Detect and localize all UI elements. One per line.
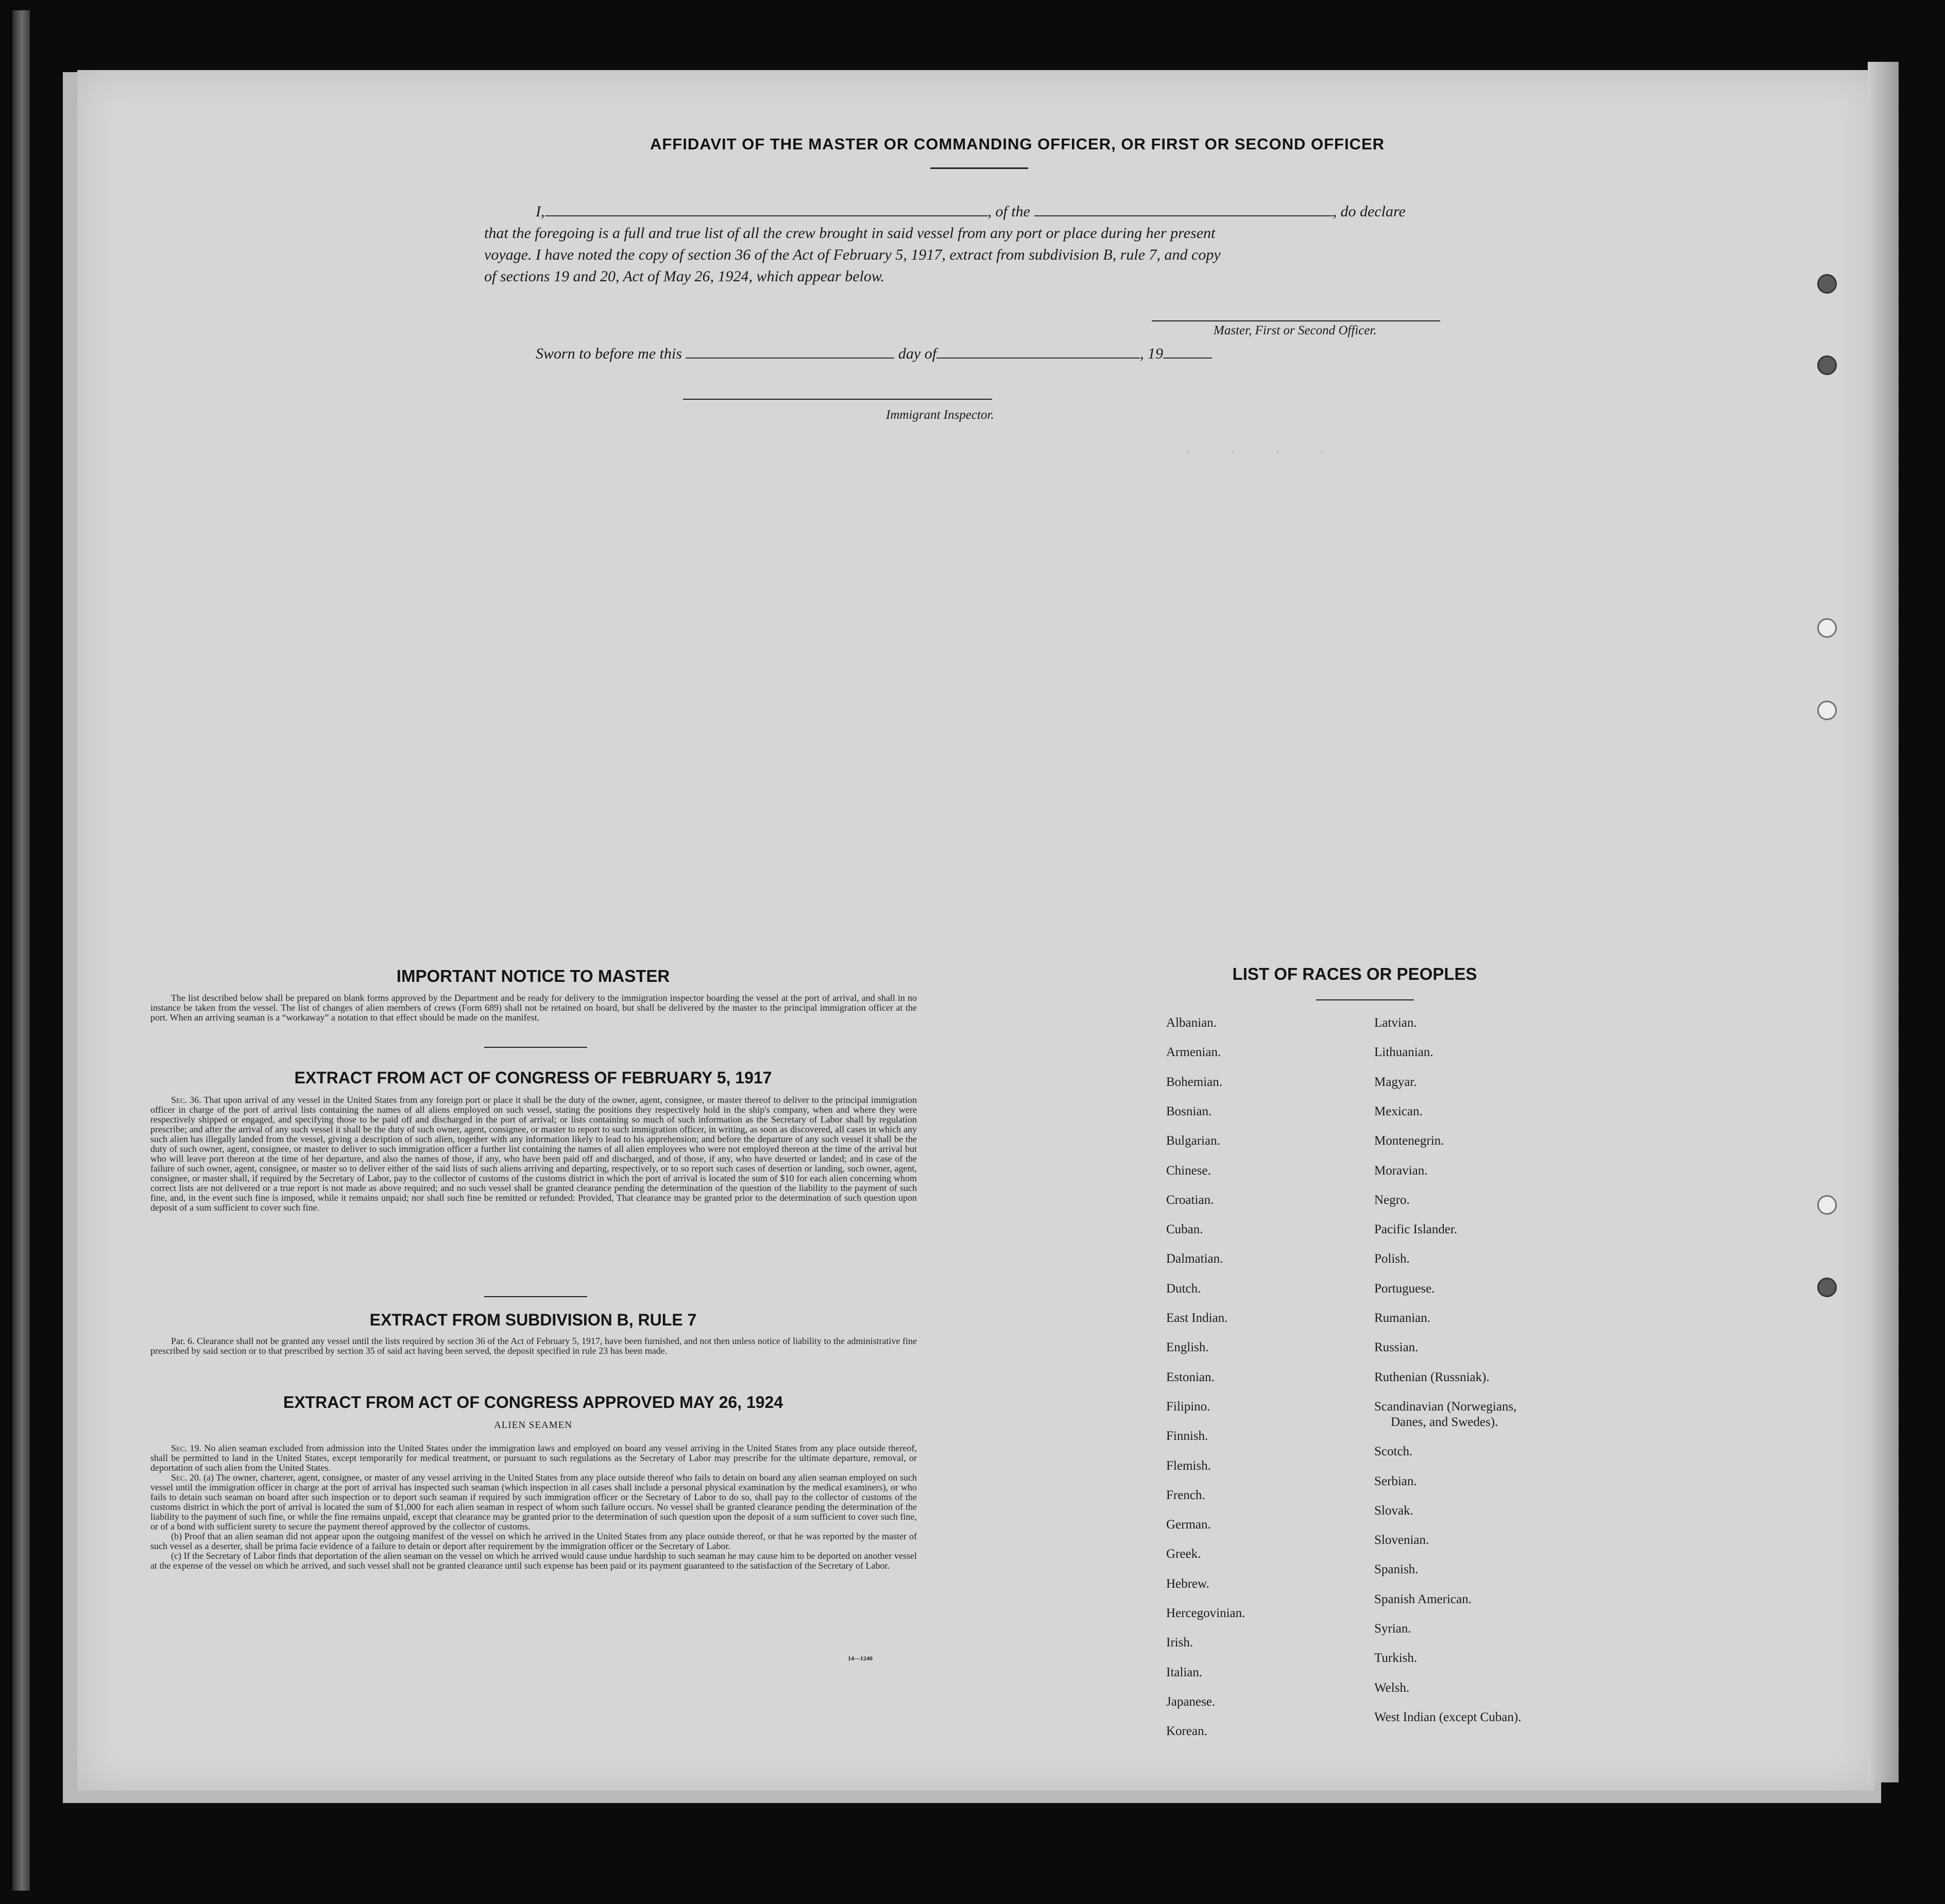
race-item: Hercegovinian. (1166, 1606, 1246, 1620)
extract-1924-body: Sec. 19. No alien seaman excluded from admission into the United States under the immigration laws and employed on board any vessel arriving in the United States from any place outside thereof, shall be permitted to land in the United States, except temporarily for medical treatment, or pursuant to such regulations as the Secretary of Labor may prescribe for the ultimate departure, removal, or deportation of such alien from the United States. Sec. 20. (a) The owner, charterer, agent, consignee, or master of any vessel arriving in the United States from any place outside thereof who fails to detain on board any alien seaman employed on such vessel until the immigration officer in charge at the port of arrival has inspected such seaman (which inspection in all cases shall include a personal physical examination by the medical examiners), or who fails to detain such seaman on board after such inspection or to deport such seaman if required by such immigration officer or the Secretary of Labor to do so, shall pay to the collector of customs of the customs district in which the port of arrival is located the sum of $1,000 for each alien seaman in respect of whom such failure occurs. No vessel shall be granted clearance pending the determination of the liability to the payment of such fine, or while the fine remains unpaid, except that clearance may be granted prior to the determination of such question upon the deposit of a sum sufficient to cover such fine, or of a bond with sufficient surety to secure the payment thereof approved by the collector of customs. (b) Proof that an alien seaman did not appear upon the outgoing manifest of the vessel on which he arrived in the United States from any place outside thereof, or that he was reported by the master of such vessel as a deserter, shall be prima facie evidence of a failure to detain or deport after requirement by the immigration officer or the Secretary of Labor. (c) If the Secretary of Labor finds that deportation of the alien seaman on the vessel on which he arrived would cause undue hardship to such seaman he may cause him to be deported on another vessel at the expense of the vessel on which he arrived, and such vessel shall not be granted clearance until such expense has been paid or its payment guaranteed to the satisfaction of the Secretary of Labor. (150, 1443, 917, 1571)
race-item: Armenian. (1166, 1045, 1221, 1059)
race-item: Dalmatian. (1166, 1252, 1223, 1266)
race-item: Portuguese. (1374, 1282, 1435, 1296)
inspector-signature-line[interactable] (683, 399, 992, 400)
race-item: Irish. (1166, 1636, 1193, 1650)
race-item: Chinese. (1166, 1164, 1211, 1178)
race-item: Bulgarian. (1166, 1134, 1220, 1148)
race-item: Filipino. (1166, 1400, 1210, 1414)
race-item: Latvian. (1374, 1016, 1417, 1030)
name-blank[interactable] (545, 215, 988, 216)
affidavit-line-4: of sections 19 and 20, Act of May 26, 1924, which appear below. (484, 268, 885, 285)
race-item: East Indian. (1166, 1311, 1228, 1325)
race-item: Slovenian. (1374, 1533, 1429, 1547)
punch-hole (1817, 1278, 1837, 1297)
race-item: Hebrew. (1166, 1577, 1209, 1591)
master-signature-line[interactable] (1152, 320, 1440, 321)
form-number: 14—1240 (848, 1655, 873, 1662)
race-item: Croatian. (1166, 1193, 1214, 1207)
race-item: Welsh. (1374, 1681, 1410, 1695)
race-item: Russian. (1374, 1340, 1419, 1354)
race-item: Dutch. (1166, 1282, 1201, 1296)
race-item: Flemish. (1166, 1459, 1211, 1473)
page-edge-left (12, 10, 30, 1891)
extract-1917-body: Sec. 36. That upon arrival of any vessel in the United States from any foreign port or place it shall be the duty of the owner, agent, consignee, or master thereof to deliver to the principal immigration officer in charge of the port of arrival lists containing the names of all aliens employed on such vessel, stating the positions they respectively hold in the ship's company, when and where they were respectively shipped or engaged, and specifying those to be paid off and discharged in the port of arrival; or lists containing so much of such information as the Secretary of Labor shall by regulation prescribe; and after the arrival of any such vessel it shall be the duty of such owner, agent, consignee, or master to report to such immigration officer, in writing, as soon as discovered, all cases in which any such alien has illegally landed from the vessel, giving a description of such alien, together with any information likely to lead to his apprehension; and before the departure of any such vessel it shall be the duty of such owner, agent, consignee, or master to deliver to such immigration officer a further list containing the names of all alien employees who were not employed thereon at the time of the arrival but who will leave port thereon at the time of her departure, and also the names of those, if any, who have been paid off and discharged, and of those, if any, who have deserted or landed; and in case of the failure of such owner, agent, consignee, or master so to deliver either of the said lists of such aliens arriving and departing, respectively, or to so report such cases of desertion or landing, such owner, agent, consignee, or master shall, if required by the Secretary of Labor, pay to the collector of customs of the customs district in which the port of arrival is located the sum of $10 for each alien concerning whom correct lists are not delivered or a true report is not made as above required; and no such vessel shall be granted clearance pending the determination of the question of the liability to the payment of such fine, and, in the event such fine is imposed, while it remains unpaid; nor shall such fine be remitted or refunded: Provided, That clearance may be granted prior to the determination of such question upon deposit of a sum sufficient to cover such fine. (150, 1095, 917, 1213)
race-item: Turkish. (1374, 1651, 1418, 1665)
punch-hole (1817, 274, 1837, 294)
affidavit-line-1: I, , of the , do declare (536, 203, 1406, 220)
punch-hole (1817, 355, 1837, 375)
race-item: Lithuanian. (1374, 1045, 1434, 1059)
sworn-date-blank[interactable] (686, 358, 894, 359)
bleed-through-marks: . . . . (1185, 443, 1326, 457)
extract-rule7-body: Par. 6. Clearance shall not be granted any vessel until the lists required by section 36 of the Act of February 5, 1917, have been furnished, and not then unless notice of liability to the administrative fine prescribed by said section or to that prescribed by section 35 of said act having been served, the deposit specified in rule 23 has been made. (150, 1336, 917, 1356)
race-item: Finnish. (1166, 1429, 1208, 1443)
punch-hole (1817, 1195, 1837, 1215)
race-item: Moravian. (1374, 1164, 1428, 1178)
race-item: Rumanian. (1374, 1311, 1431, 1325)
race-item: Ruthenian (Russniak). (1374, 1370, 1490, 1384)
race-item: Scotch. (1374, 1444, 1413, 1458)
race-item: Polish. (1374, 1252, 1410, 1266)
inspector-caption: Immigrant Inspector. (886, 408, 994, 422)
race-item: Bosnian. (1166, 1104, 1212, 1118)
race-item: English. (1166, 1340, 1209, 1354)
sworn-month-blank[interactable] (936, 358, 1140, 359)
extract-1924-subtitle: ALIEN SEAMEN (494, 1420, 572, 1431)
extract-1924-title: EXTRACT FROM ACT OF CONGRESS APPROVED MAY 26, 1924 (283, 1393, 783, 1412)
notice-title: IMPORTANT NOTICE TO MASTER (396, 966, 670, 985)
race-item: Syrian. (1374, 1622, 1411, 1636)
extract-rule7-title: EXTRACT FROM SUBDIVISION B, RULE 7 (369, 1311, 697, 1329)
race-item: Mexican. (1374, 1104, 1423, 1118)
race-item: Serbian. (1374, 1474, 1417, 1488)
extract-1917-title: EXTRACT FROM ACT OF CONGRESS OF FEBRUARY 5, 1917 (294, 1068, 772, 1087)
race-item: Spanish. (1374, 1562, 1419, 1576)
race-item: Scandinavian (Norwegians, (1374, 1400, 1517, 1414)
race-item: Albanian. (1166, 1016, 1217, 1030)
sworn-line: Sworn to before me this day of , 19 (536, 343, 1212, 365)
affidavit-line-3: voyage. I have noted the copy of section 36 of the Act of February 5, 1917, extract from subdivision B, rule 7, and copy (484, 246, 1221, 263)
notice-body: The list described below shall be prepared on blank forms approved by the Department and be ready for delivery to the immigration inspector boarding the vessel at the port of arrival, and shall in no instance be taken from the vessel. The list of changes of alien members of crews (Form 689) shall not be retained on board, but shall be delivered by the master to the principal immigration officer at the port. When an arriving seaman is a “workaway” a notation to that effect should be made on the manifest. (150, 993, 917, 1023)
race-item: Pacific Islander. (1374, 1222, 1458, 1236)
race-item: Slovak. (1374, 1504, 1413, 1518)
race-item-continuation: Danes, and Swedes). (1391, 1415, 1498, 1429)
race-item: West Indian (except Cuban). (1374, 1710, 1522, 1724)
affidavit-line-2: that the foregoing is a full and true list of all the crew brought in said vessel from any port or place during her present (484, 225, 1216, 242)
race-item: French. (1166, 1488, 1205, 1502)
divider (484, 1047, 587, 1048)
vessel-blank[interactable] (1034, 215, 1333, 216)
sworn-year-blank[interactable] (1163, 358, 1212, 359)
race-item: Negro. (1374, 1193, 1410, 1207)
race-item: Korean. (1166, 1724, 1207, 1738)
race-item: Greek. (1166, 1547, 1201, 1561)
race-item: Montenegrin. (1374, 1134, 1444, 1148)
race-item: German. (1166, 1518, 1211, 1532)
race-item: Spanish American. (1374, 1592, 1472, 1606)
race-item: Italian. (1166, 1665, 1203, 1679)
page-stack-edge (1868, 62, 1899, 1782)
race-item: Estonian. (1166, 1370, 1215, 1384)
race-item: Magyar. (1374, 1075, 1417, 1089)
divider (484, 1296, 587, 1297)
race-item: Bohemian. (1166, 1075, 1223, 1089)
punch-hole (1817, 701, 1837, 720)
race-item: Japanese. (1166, 1695, 1216, 1709)
master-signature-caption: Master, First or Second Officer. (1214, 324, 1377, 337)
title-rule (930, 167, 1028, 169)
race-item: Cuban. (1166, 1222, 1203, 1236)
affidavit-title: AFFIDAVIT OF THE MASTER OR COMMANDING OFFICER, OR FIRST OR SECOND OFFICER (650, 135, 1385, 153)
punch-hole (1817, 618, 1837, 638)
races-title-rule (1316, 999, 1414, 1000)
races-title: LIST OF RACES OR PEOPLES (1232, 964, 1477, 983)
